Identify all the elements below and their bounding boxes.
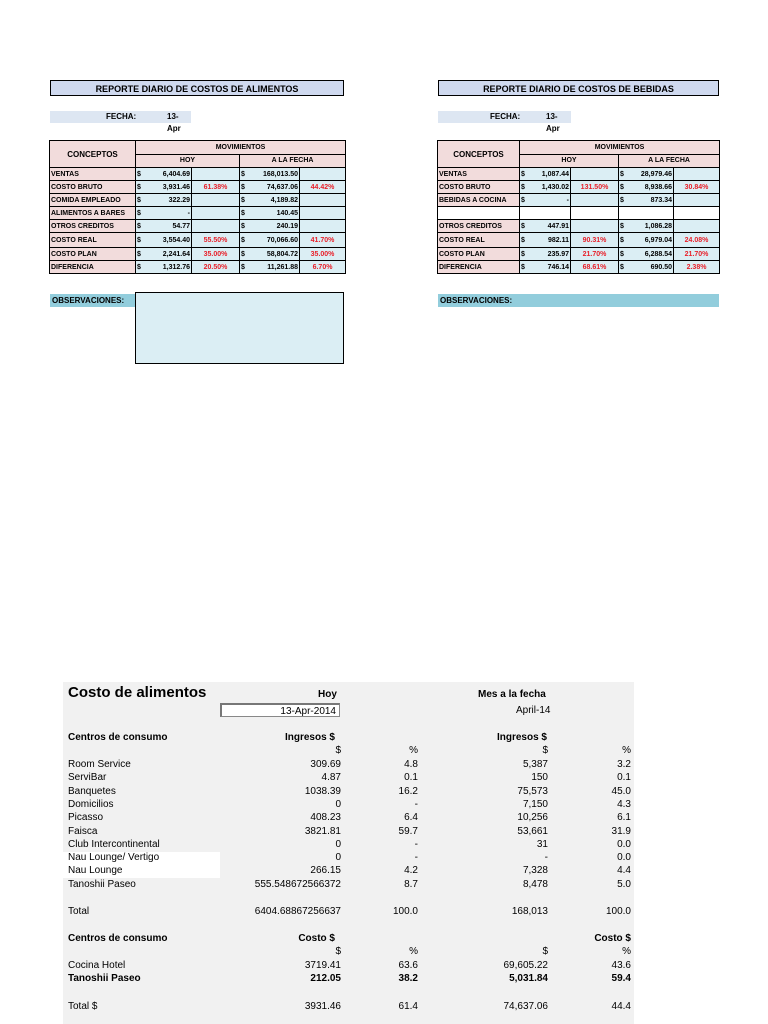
fecha-value-cell[interactable]: 6,979.04 <box>629 233 674 248</box>
concept-cell[interactable]: VENTAS <box>438 168 520 181</box>
section-centros-consumo: Centros de consumo <box>68 732 168 743</box>
row-hoy-pct: 0.1 <box>404 772 418 784</box>
fecha-pct-cell[interactable]: 2.38% <box>674 261 720 274</box>
row-name: Banquetes <box>68 785 116 797</box>
row-mes-pct: 6.1 <box>617 812 631 824</box>
pct-hoy-header-2: % <box>409 946 418 957</box>
hoy-pct-cell[interactable]: 21.70% <box>571 248 619 261</box>
fecha-value-cell[interactable]: 70,066.60 <box>250 233 300 248</box>
fecha-value-cell[interactable]: 58,804.72 <box>250 248 300 261</box>
currency-cell[interactable]: $ <box>136 261 146 274</box>
costo-mes-header: Costo $ <box>594 933 631 944</box>
currency-cell[interactable]: $ <box>240 220 250 233</box>
hoy-value-cell[interactable]: 235.97 <box>530 248 571 261</box>
concept-cell[interactable]: COSTO REAL <box>50 233 136 248</box>
total-hoy: 6404.68867256637 <box>254 906 341 917</box>
hoy-pct-cell[interactable] <box>571 220 619 233</box>
bev-fecha-value[interactable]: 13-Apr <box>546 112 560 133</box>
total2-mes-pct: 44.4 <box>611 1001 631 1012</box>
row-hoy-pct: - <box>414 798 418 810</box>
currency-cell[interactable]: $ <box>619 181 629 194</box>
row-name: Picasso <box>68 812 104 824</box>
currency-cell[interactable]: $ <box>136 194 146 207</box>
cost-row-mes: 5,031.84 <box>509 973 548 985</box>
fecha-pct-cell[interactable] <box>674 220 720 233</box>
total2-mes: 74,637.06 <box>503 1001 548 1012</box>
row-mes: 31 <box>536 838 548 850</box>
table-row <box>50 168 346 181</box>
hoy-pct-cell[interactable] <box>571 194 619 207</box>
pct-mes-header-2: % <box>622 946 631 957</box>
concept-cell[interactable]: ALIMENTOS A BARES <box>50 207 136 220</box>
ingresos-hoy-header: Ingresos $ <box>284 732 335 743</box>
table-row <box>50 233 346 248</box>
concept-cell[interactable]: COSTO PLAN <box>438 248 520 261</box>
fecha-pct-cell[interactable] <box>674 194 720 207</box>
row-mes: 8,478 <box>522 878 548 890</box>
hoy-value-cell[interactable]: 1,087.44 <box>530 168 571 181</box>
food-observaciones-box[interactable] <box>135 292 344 364</box>
row-hoy: 0 <box>335 798 341 810</box>
ingresos-mes-header: Ingresos $ <box>496 732 547 743</box>
pct-mes-header: % <box>622 745 631 756</box>
row-name: Tanoshii Paseo <box>68 878 136 890</box>
currency-cell[interactable]: $ <box>240 194 250 207</box>
currency-cell[interactable] <box>520 207 530 220</box>
bev-report-title: REPORTE DIARIO DE COSTOS DE BEBIDAS <box>438 80 719 96</box>
cost-row-name: Tanoshii Paseo <box>68 973 141 985</box>
hoy-pct-cell[interactable]: 35.00% <box>192 248 240 261</box>
cost-row-hoy-pct: 63.6 <box>398 960 418 971</box>
fecha-pct-cell[interactable]: 30.84% <box>674 181 720 194</box>
concept-cell[interactable]: COMIDA EMPLEADO <box>50 194 136 207</box>
row-mes-pct: 0.1 <box>617 772 631 784</box>
hoy-value-cell[interactable]: 6,404.69 <box>146 168 192 181</box>
table-row <box>50 261 346 274</box>
row-hoy-pct: 4.8 <box>404 759 418 770</box>
fecha-value-cell[interactable]: 4,189.82 <box>250 194 300 207</box>
currency-cell[interactable]: $ <box>520 248 530 261</box>
currency-cell[interactable]: $ <box>136 207 146 220</box>
row-name: Faisca <box>68 825 98 837</box>
total-mes-pct: 100.0 <box>605 906 631 917</box>
table-row <box>438 194 720 207</box>
currency-cell[interactable]: $ <box>520 220 530 233</box>
currency-cell[interactable]: $ <box>136 248 146 261</box>
fecha-pct-cell[interactable] <box>300 220 346 233</box>
hoy-pct-cell[interactable]: 90.31% <box>571 233 619 248</box>
currency-cell[interactable]: $ <box>240 181 250 194</box>
fecha-pct-cell[interactable] <box>300 207 346 220</box>
hoy-pct-cell[interactable] <box>571 168 619 181</box>
row-mes-pct: 3.2 <box>617 759 631 770</box>
currency-cell[interactable]: $ <box>619 233 629 248</box>
bev-fecha-header: A LA FECHA <box>619 154 720 168</box>
fecha-pct-cell[interactable]: 35.00% <box>300 248 346 261</box>
fecha-value-cell[interactable]: 873.34 <box>629 194 674 207</box>
row-mes: 7,150 <box>522 798 548 810</box>
currency-cell[interactable]: $ <box>619 220 629 233</box>
food-fecha-header: A LA FECHA <box>240 154 346 168</box>
table-row <box>438 248 720 261</box>
dollar-hoy-header: $ <box>335 745 341 756</box>
hoy-pct-cell[interactable] <box>192 207 240 220</box>
row-mes: 5,387 <box>522 759 548 770</box>
food-conceptos-header: CONCEPTOS <box>50 141 136 168</box>
currency-cell[interactable]: $ <box>240 168 250 181</box>
hoy-value-cell[interactable]: - <box>146 207 192 220</box>
row-hoy-pct: 4.2 <box>404 865 418 877</box>
row-name: Nau Lounge <box>68 865 123 877</box>
total2-hoy: 3931.46 <box>304 1001 341 1012</box>
food-cost-table <box>49 140 346 274</box>
fecha-pct-cell[interactable]: 6.70% <box>300 261 346 274</box>
total2-hoy-pct: 61.4 <box>398 1001 418 1012</box>
fecha-pct-cell[interactable]: 21.70% <box>674 248 720 261</box>
row-name: Nau Lounge/ Vertigo <box>68 852 160 864</box>
table-row <box>50 207 346 220</box>
table-row <box>50 220 346 233</box>
row-mes-pct: 5.0 <box>617 878 631 890</box>
row-mes-pct: 4.3 <box>617 798 631 810</box>
fecha-pct-cell[interactable] <box>674 207 720 220</box>
hoy-value-cell[interactable]: 1,312.76 <box>146 261 192 274</box>
row-hoy: 408.23 <box>310 812 341 824</box>
pct-hoy-header: % <box>409 745 418 756</box>
table-row <box>50 181 346 194</box>
row-mes: 10,256 <box>517 812 548 824</box>
currency-cell[interactable]: $ <box>240 248 250 261</box>
row-name: Room Service <box>68 759 131 770</box>
table-row <box>438 181 720 194</box>
hoy-value-cell[interactable]: 322.29 <box>146 194 192 207</box>
bev-conceptos-header: CONCEPTOS <box>438 141 520 168</box>
currency-cell[interactable]: $ <box>136 233 146 248</box>
hoy-value-cell[interactable]: 982.11 <box>530 233 571 248</box>
row-hoy-pct: 16.2 <box>398 785 418 797</box>
food-report-title: REPORTE DIARIO DE COSTOS DE ALIMENTOS <box>50 80 344 96</box>
row-hoy: 4.87 <box>321 772 341 784</box>
costo-hoy-header: Costo $ <box>298 933 335 944</box>
table-row <box>50 248 346 261</box>
row-hoy-pct: 59.7 <box>398 825 418 837</box>
row-hoy-pct: 6.4 <box>404 812 418 824</box>
bev-fecha-row <box>438 111 571 133</box>
fecha-value-cell[interactable]: 240.19 <box>250 220 300 233</box>
concept-cell[interactable] <box>438 207 520 220</box>
row-hoy: 0 <box>335 852 341 864</box>
bev-hoy-header: HOY <box>520 154 619 168</box>
currency-cell[interactable]: $ <box>619 261 629 274</box>
row-mes-pct: 0.0 <box>617 852 631 864</box>
lower-hoy-label: Hoy <box>318 689 337 700</box>
hoy-pct-cell[interactable]: 68.61% <box>571 261 619 274</box>
row-hoy: 555.548672566372 <box>254 878 341 890</box>
section-centros-consumo-2: Centros de consumo <box>68 933 168 944</box>
currency-cell[interactable]: $ <box>136 168 146 181</box>
cost-row-hoy-pct: 38.2 <box>398 973 418 985</box>
table-row <box>50 194 346 207</box>
table-row <box>438 261 720 274</box>
table-row <box>438 168 720 181</box>
food-hoy-header: HOY <box>136 154 240 168</box>
concept-cell[interactable]: DIFERENCIA <box>50 261 136 274</box>
food-cost-summary-sheet <box>63 682 634 1024</box>
row-hoy-pct: - <box>414 852 418 864</box>
hoy-value-cell[interactable]: 447.91 <box>530 220 571 233</box>
concept-cell[interactable]: OTROS CREDITOS <box>50 220 136 233</box>
hoy-value-cell[interactable]: 3,554.40 <box>146 233 192 248</box>
row-hoy: 1038.39 <box>304 785 341 797</box>
dollar-hoy-header-2: $ <box>335 946 341 957</box>
concept-cell[interactable]: COSTO REAL <box>438 233 520 248</box>
food-observaciones-label: OBSERVACIONES: <box>50 294 135 307</box>
hoy-pct-cell[interactable] <box>571 207 619 220</box>
table-row <box>438 233 720 248</box>
row-mes: 75,573 <box>517 785 548 797</box>
currency-cell[interactable]: $ <box>619 168 629 181</box>
fecha-pct-cell[interactable] <box>300 194 346 207</box>
hoy-pct-cell[interactable]: 55.50% <box>192 233 240 248</box>
hoy-value-cell[interactable]: 746.14 <box>530 261 571 274</box>
row-hoy: 266.15 <box>310 865 341 877</box>
currency-cell[interactable]: $ <box>619 248 629 261</box>
fecha-value-cell[interactable]: 140.45 <box>250 207 300 220</box>
total2-name: Total $ <box>68 1001 98 1012</box>
row-hoy-pct: 8.7 <box>404 878 418 890</box>
cost-row-name: Cocina Hotel <box>68 960 126 971</box>
fecha-pct-cell[interactable]: 41.70% <box>300 233 346 248</box>
concept-cell[interactable]: COSTO PLAN <box>50 248 136 261</box>
concept-cell[interactable]: BEBIDAS A COCINA <box>438 194 520 207</box>
row-hoy: 309.69 <box>310 759 341 770</box>
fecha-pct-cell[interactable] <box>674 168 720 181</box>
food-movimientos-header: MOVIMIENTOS <box>136 141 346 155</box>
currency-cell[interactable]: $ <box>520 181 530 194</box>
fecha-value-cell[interactable]: 11,261.88 <box>250 261 300 274</box>
row-hoy: 3821.81 <box>304 825 341 837</box>
cost-row-mes: 69,605.22 <box>503 960 548 971</box>
row-mes-pct: 0.0 <box>617 838 631 850</box>
currency-cell[interactable]: $ <box>520 168 530 181</box>
fecha-value-cell[interactable] <box>629 207 674 220</box>
hoy-pct-cell[interactable] <box>192 220 240 233</box>
cost-row-hoy: 3719.41 <box>304 960 341 971</box>
hoy-pct-cell[interactable]: 20.50% <box>192 261 240 274</box>
hoy-value-cell[interactable]: 3,931.46 <box>146 181 192 194</box>
currency-cell[interactable]: $ <box>619 194 629 207</box>
fecha-value-cell[interactable]: 6,288.54 <box>629 248 674 261</box>
bev-cost-table <box>437 140 720 274</box>
hoy-pct-cell[interactable]: 131.50% <box>571 181 619 194</box>
row-mes: 7,328 <box>522 865 548 877</box>
row-mes-pct: 31.9 <box>611 825 631 837</box>
hoy-pct-cell[interactable] <box>192 194 240 207</box>
currency-cell[interactable]: $ <box>520 194 530 207</box>
fecha-value-cell[interactable]: 690.50 <box>629 261 674 274</box>
bev-fecha-label: FECHA: <box>490 112 521 121</box>
lower-title: Costo de alimentos <box>68 684 207 701</box>
dollar-mes-header: $ <box>542 745 548 756</box>
currency-cell[interactable] <box>619 207 629 220</box>
concept-cell[interactable]: VENTAS <box>50 168 136 181</box>
concept-cell[interactable]: COSTO BRUTO <box>438 181 520 194</box>
bev-observaciones-label: OBSERVACIONES: <box>438 294 719 307</box>
hoy-pct-cell[interactable] <box>192 168 240 181</box>
fecha-value-cell[interactable]: 8,938.66 <box>629 181 674 194</box>
fecha-pct-cell[interactable]: 44.42% <box>300 181 346 194</box>
hoy-value-cell[interactable]: - <box>530 194 571 207</box>
currency-cell[interactable]: $ <box>240 261 250 274</box>
table-row <box>438 207 720 220</box>
fecha-pct-cell[interactable] <box>300 168 346 181</box>
hoy-value-cell[interactable]: 2,241.64 <box>146 248 192 261</box>
cost-row-mes-pct: 43.6 <box>611 960 631 971</box>
cost-row-hoy: 212.05 <box>310 973 341 985</box>
hoy-pct-cell[interactable]: 61.38% <box>192 181 240 194</box>
lower-mes-date: April-14 <box>516 705 551 716</box>
cost-row-mes-pct: 59.4 <box>611 973 631 985</box>
hoy-value-cell[interactable] <box>530 207 571 220</box>
currency-cell[interactable]: $ <box>240 233 250 248</box>
fecha-value-cell[interactable]: 28,979.46 <box>629 168 674 181</box>
lower-mes-label: Mes a la fecha <box>478 689 546 700</box>
row-mes: 150 <box>531 772 548 784</box>
fecha-value-cell[interactable]: 168,013.50 <box>250 168 300 181</box>
hoy-value-cell[interactable]: 1,430.02 <box>530 181 571 194</box>
row-name: Domicilios <box>68 798 114 810</box>
row-mes: 53,661 <box>517 825 548 837</box>
fecha-value-cell[interactable]: 74,637.06 <box>250 181 300 194</box>
currency-cell[interactable]: $ <box>136 220 146 233</box>
currency-cell[interactable]: $ <box>136 181 146 194</box>
dollar-mes-header-2: $ <box>542 946 548 957</box>
currency-cell[interactable]: $ <box>520 261 530 274</box>
total-name: Total <box>68 906 90 917</box>
row-hoy: 0 <box>335 838 341 850</box>
row-name: Club Intercontinental <box>68 838 160 850</box>
concept-cell[interactable]: OTROS CREDITOS <box>438 220 520 233</box>
row-mes-pct: 45.0 <box>611 785 631 797</box>
row-mes-pct: 4.4 <box>617 865 631 877</box>
food-fecha-label: FECHA: <box>106 112 137 121</box>
total-mes: 168,013 <box>511 906 548 917</box>
table-row <box>438 220 720 233</box>
bev-movimientos-header: MOVIMIENTOS <box>520 141 720 155</box>
fecha-pct-cell[interactable]: 24.08% <box>674 233 720 248</box>
fecha-value-cell[interactable]: 1,086.28 <box>629 220 674 233</box>
lower-hoy-date[interactable]: 13-Apr-2014 <box>220 703 340 717</box>
row-name: ServiBar <box>68 772 107 784</box>
currency-cell[interactable]: $ <box>520 233 530 248</box>
food-fecha-row <box>50 111 191 133</box>
hoy-value-cell[interactable]: 54.77 <box>146 220 192 233</box>
currency-cell[interactable]: $ <box>240 207 250 220</box>
row-hoy-pct: - <box>414 838 418 850</box>
row-mes: - <box>544 852 548 864</box>
total-hoy-pct: 100.0 <box>392 906 418 917</box>
concept-cell[interactable]: COSTO BRUTO <box>50 181 136 194</box>
food-fecha-value[interactable]: 13-Apr <box>167 112 181 133</box>
concept-cell[interactable]: DIFERENCIA <box>438 261 520 274</box>
